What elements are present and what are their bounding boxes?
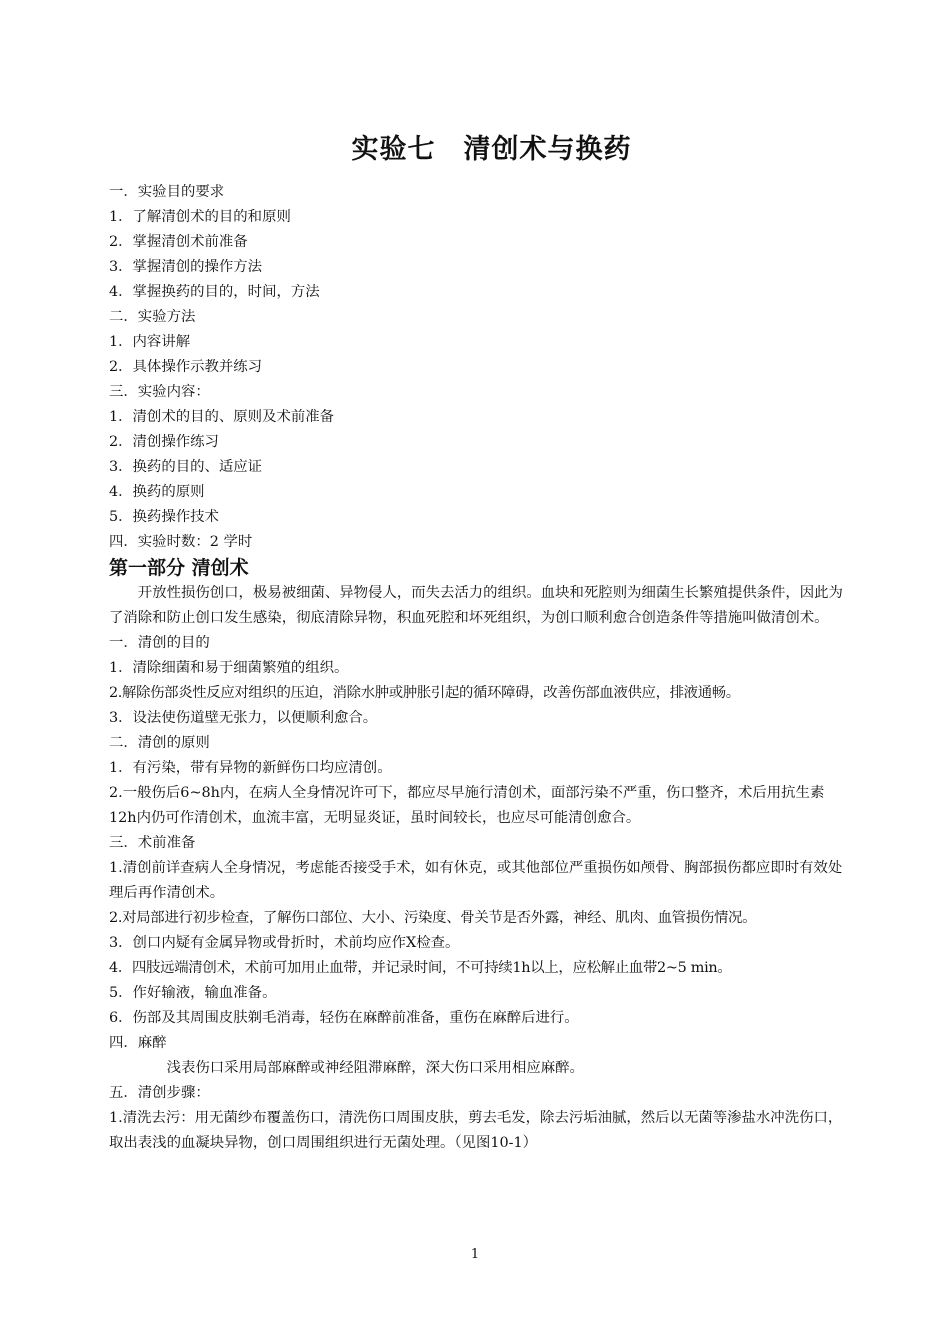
preparation-section — [109, 831, 844, 1031]
list-item: 1.清创前详查病人全身情况，考虑能否接受手术，如有休克，或其他部位严重损伤如颅骨、胸部损伤都应即时有效处理后再作清创术。 — [109, 860, 843, 901]
purpose-section — [109, 631, 844, 731]
steps-section — [109, 1081, 844, 1156]
page-number: 1 — [470, 1247, 480, 1262]
list-item: 1．清除细菌和易于细菌繁殖的组织。 — [109, 660, 349, 676]
outline-line: 3．换药的目的、适应证 — [109, 459, 263, 475]
list-item: 1．有污染，带有异物的新鲜伤口均应清创。 — [109, 760, 392, 776]
list-item: 2.解除伤部炎性反应对组织的压迫，消除水肿或肿胀引起的循环障碍，改善伤部血液供应，排液通畅。 — [109, 685, 740, 701]
list-item: 5．作好输液，输血准备。 — [109, 985, 277, 1001]
list-item: 4．四肢远端清创术，术前可加用止血带，并记录时间，不可持续1h以上，应松解止血带2~5 min。 — [109, 960, 732, 976]
intro-paragraph: 开放性损伤创口，极易被细菌、异物侵人，而失去活力的组织。血块和死腔则为细菌生长繁殖提供条件，因此为了消除和防止创口发生感染，彻底清除异物，积血死腔和坏死组织，为创口顺利愈合创造条件等措施叫做清创术。 — [109, 585, 843, 626]
list-item: 3．设法使伤道壁无张力，以便顺利愈合。 — [109, 710, 378, 726]
list-item: 6．伤部及其周围皮肤剃毛消毒，轻伤在麻醉前准备，重伤在麻醉后进行。 — [109, 1010, 579, 1026]
section-heading: 一．清创的目的 — [109, 635, 210, 651]
section-heading: 五．清创步骤： — [109, 1085, 210, 1101]
anesthesia-section — [109, 1031, 844, 1081]
anesthesia-text: 浅表伤口采用局部麻醉或神经阻滞麻醉，深大伤口采用相应麻醉。 — [166, 1060, 584, 1076]
list-item: 1.清洗去污：用无菌纱布覆盖伤口，清洗伤口周围皮肤，剪去毛发，除去污垢油腻，然后以无菌等渗盐水冲洗伤口，取出表浅的血凝块异物，创口周围组织进行无菌处理。（见图10-1） — [109, 1110, 843, 1151]
outline-line: 1．清创术的目的、原则及术前准备 — [109, 409, 335, 425]
list-item: 2.一般伤后6~8h内，在病人全身情况许可下，都应尽早施行清创术，面部污染不严重，伤口整齐，术后用抗生素12h内仍可作清创术，血流丰富，无明显炎证，虽时间较长，也应尽可能清创愈合。 — [109, 785, 825, 826]
list-item: 2.对局部进行初步检查，了解伤口部位、大小、污染度、骨关节是否外露，神经、肌肉、血管损伤情况。 — [109, 910, 757, 926]
outline-line: 1．内容讲解 — [109, 334, 191, 350]
outline-line: 5．换药操作技术 — [109, 509, 219, 525]
outline-line: 四．实验时数：2 学时 — [109, 534, 253, 550]
outline-line: 2．具体操作示教并练习 — [109, 359, 263, 375]
outline-line: 2．掌握清创术前准备 — [109, 234, 248, 250]
outline-line: 1．了解清创术的目的和原则 — [109, 209, 291, 225]
page-content — [109, 130, 844, 1156]
list-item: 3．创口内疑有金属异物或骨折时，术前均应作X检查。 — [109, 935, 460, 951]
outline-line: 三．实验内容： — [109, 384, 210, 400]
outline-line: 3．掌握清创的操作方法 — [109, 259, 263, 275]
outline-line: 2．清创操作练习 — [109, 434, 219, 450]
part-title: 第一部分 清创术 — [109, 557, 249, 579]
section-heading: 二．清创的原则 — [109, 735, 210, 751]
principles-section — [109, 731, 844, 831]
section-heading: 三．术前准备 — [109, 835, 196, 851]
page-title: 实验七 清创术与换药 — [351, 134, 632, 165]
outline-line: 4．换药的原则 — [109, 484, 205, 500]
section-heading: 四．麻醉 — [109, 1035, 167, 1051]
outline-line: 一．实验目的要求 — [109, 184, 225, 200]
outline-line: 二．实验方法 — [109, 309, 196, 325]
outline-section — [109, 180, 844, 555]
outline-line: 4．掌握换药的目的，时间，方法 — [109, 284, 320, 300]
